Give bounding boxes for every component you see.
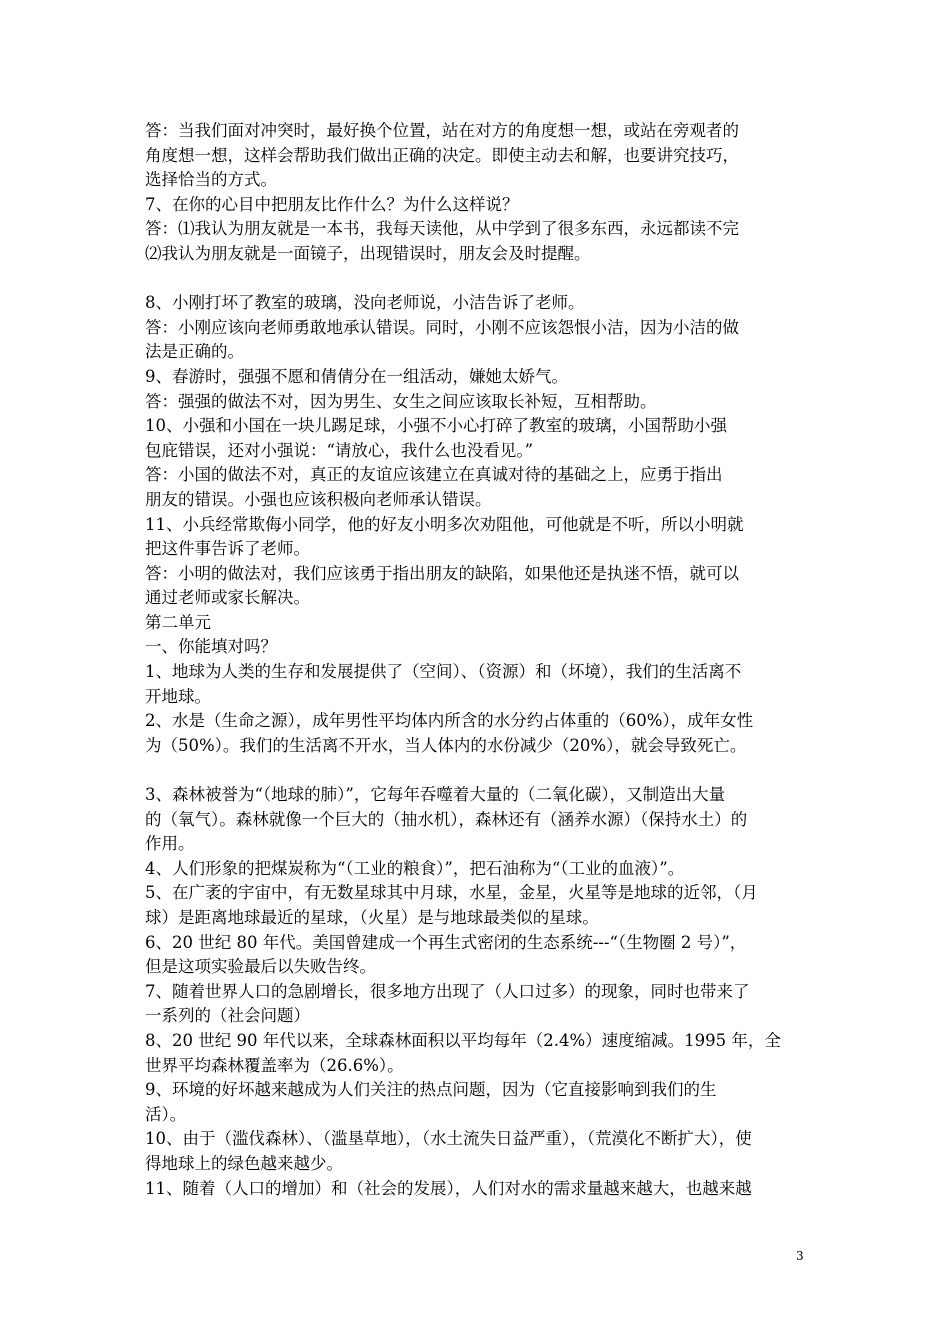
text-line: 答：小刚应该向老师勇敢地承认错误。同时，小刚不应该怨恨小洁，因为小洁的做	[145, 317, 739, 337]
text-line: 第二单元	[145, 612, 211, 632]
text-line: 把这件事告诉了老师。	[145, 539, 310, 559]
text-line: 包庇错误，还对小强说：“请放心，我什么也没看见。”	[145, 440, 534, 460]
text-line: 作用。	[145, 834, 195, 854]
text-line: 角度想一想，这样会帮助我们做出正确的决定。即使主动去和解，也要讲究技巧，	[145, 145, 739, 165]
text-line: 为（50%）。我们的生活离不开水，当人体内的水份减少（20%），就会导致死亡。	[145, 735, 747, 755]
text-line: ⑵我认为朋友就是一面镜子，出现错误时，朋友会及时提醒。	[145, 243, 591, 263]
text-line: 答：小国的做法不对，真正的友谊应该建立在真诚对待的基础之上，应勇于指出	[145, 465, 723, 485]
text-line: 但是这项实验最后以失败告终。	[145, 957, 376, 977]
text-line: 法是正确的。	[145, 342, 244, 362]
text-line: 一系列的（社会问题）	[145, 1006, 310, 1026]
text-line: 答：强强的做法不对，因为男生、女生之间应该取长补短，互相帮助。	[145, 391, 657, 411]
text-line: 1、地球为人类的生存和发展提供了（空间）、（资源）和（坏境），我们的生活离不	[145, 662, 742, 682]
text-line: 11、随着（人口的增加）和（社会的发展），人们对水的需求量越来越大，也越来越	[145, 1178, 752, 1198]
text-line: 11、小兵经常欺侮小同学，他的好友小明多次劝阻他，可他就是不听，所以小明就	[145, 514, 744, 534]
text-line: 2、水是（生命之源），成年男性平均体内所含的水分约占体重的（60%），成年女性	[145, 711, 754, 731]
text-line: 通过老师或家长解决。	[145, 588, 310, 608]
text-line: 开地球。	[145, 686, 211, 706]
text-line: 8、20 世纪 90 年代以来，全球森林面积以平均每年（2.4%）速度缩减。1995 年，全	[145, 1030, 781, 1050]
text-line: 10、小强和小国在一块儿踢足球，小强不小心打碎了教室的玻璃，小国帮助小强	[145, 416, 727, 436]
text-line: 活）。	[145, 1104, 187, 1124]
text-line: 一、你能填对吗？	[145, 637, 277, 657]
text-line: 的（氧气）。森林就像一个巨大的（抽水机），森林还有（涵养水源）（保持水土）的	[145, 809, 748, 829]
blank-line	[145, 267, 817, 292]
text-line: 9、环境的好坏越来越成为人们关注的热点问题，因为（它直接影响到我们的生	[145, 1080, 717, 1100]
blank-line	[145, 758, 817, 783]
text-line: 8、小刚打坏了教室的玻璃，没向老师说，小洁告诉了老师。	[145, 293, 585, 313]
text-line: 答：当我们面对冲突时，最好换个位置，站在对方的角度想一想，或站在旁观者的	[145, 121, 739, 140]
text-line: 9、春游时，强强不愿和倩倩分在一组活动，嫌她太娇气。	[145, 366, 568, 386]
text-line: 7、在你的心目中把朋友比作什么？为什么这样说？	[145, 194, 519, 214]
text-line: 答：⑴我认为朋友就是一本书，我每天读他，从中学到了很多东西，永远都读不完	[145, 219, 739, 239]
text-line: 朋友的错误。小强也应该积极向老师承认错误。	[145, 489, 492, 509]
page-number: 3	[796, 1249, 804, 1263]
text-line: 3、森林被誉为“（地球的肺）”，它每年吞噬着大量的（二氧化碳），又制造出大量	[145, 785, 726, 805]
text-line: 世界平均森林覆盖率为（26.6%）。	[145, 1055, 404, 1075]
text-line: 5、在广袤的宇宙中，有无数星球其中月球，水星，金星，火星等是地球的近邻，（月	[145, 883, 758, 903]
text-line: 得地球上的绿色越来越少。	[145, 1153, 343, 1173]
text-line: 7、随着世界人口的急剧增长，很多地方出现了（人口过多）的现象，同时也带来了	[145, 981, 750, 1001]
text-line: 球）是距离地球最近的星球，（火星）是与地球最类似的星球。	[145, 908, 599, 927]
text-line: 选择恰当的方式。	[145, 170, 277, 190]
text-line: 4、人们形象的把煤炭称为“（工业的粮食）”，把石油称为“（工业的血液）”。	[145, 858, 685, 878]
text-line: 答：小明的做法对，我们应该勇于指出朋友的缺陷，如果他还是执迷不悟，就可以	[145, 563, 739, 583]
document-body	[145, 119, 817, 1201]
text-line: 6、20 世纪 80 年代。美国曾建成一个再生式密闭的生态系统---“（生物圈 2 号）”，	[145, 932, 747, 952]
text-line: 10、由于（滥伐森林）、（滥垦草地），（水土流失日益严重），（荒漠化不断扩大），使	[145, 1129, 752, 1149]
